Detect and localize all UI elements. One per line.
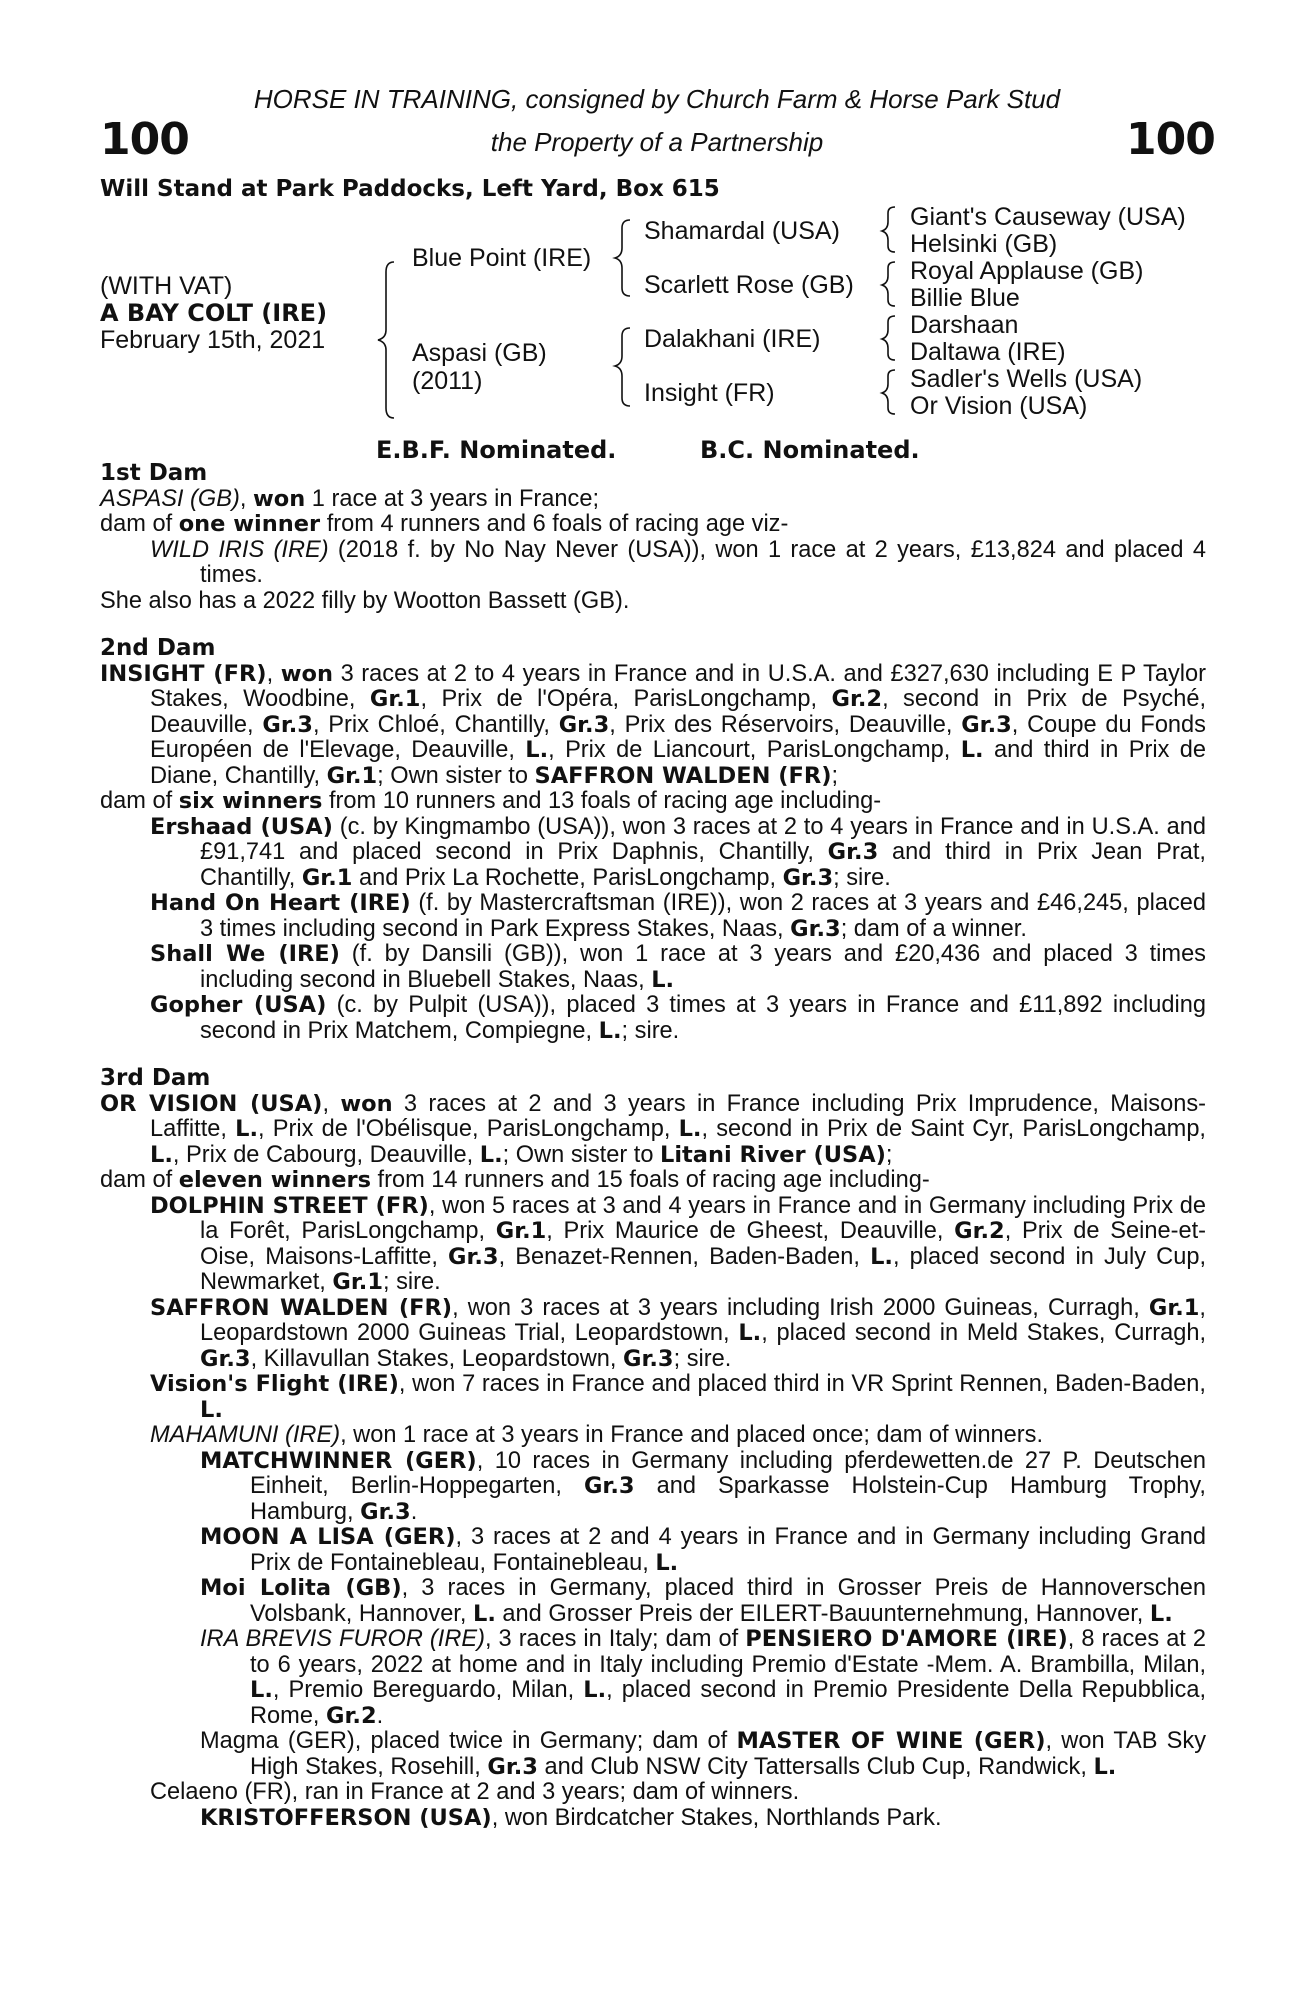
bold-run: SAFFRON WALDEN (FR) — [150, 1294, 453, 1321]
bold-run: Litani River (USA) — [660, 1141, 886, 1168]
bold-run: won — [340, 1090, 393, 1117]
third-dam-grand-4 — [100, 1627, 1206, 1729]
text-run: ; dam of a winner. — [840, 915, 1027, 942]
horse-name: A BAY COLT (IRE) — [100, 299, 328, 327]
second-dam-produce-3 — [100, 942, 1206, 993]
text-run: , won 1 race at 3 years in France and placed once; dam of winners. — [340, 1422, 1044, 1448]
text-run: . — [376, 1702, 384, 1729]
ebf-nomination: E.B.F. Nominated. — [376, 436, 617, 464]
first-dam-heading: 1st Dam — [100, 460, 208, 486]
bold-run: six winners — [178, 788, 323, 814]
text-run: , 8 races at 2 to 6 years, 2022 at home and in Italy including Premio d'Estate -Mem. A. Brambilla, Milan, — [250, 1626, 1207, 1678]
third-dam-produce-1 — [100, 1194, 1206, 1296]
bold-run: MOON A LISA (GER) — [200, 1524, 456, 1550]
text-run: Magma (GER), placed twice in Germany; dam of — [200, 1728, 737, 1754]
text-run: , won Birdcatcher Stakes, Northlands Park. — [491, 1804, 942, 1831]
text-run: dam of — [100, 1167, 179, 1193]
gen3-2: Helsinki (GB) — [910, 230, 1058, 258]
text-run: from 14 runners and 15 foals of racing age including- — [370, 1167, 930, 1193]
bold-run: Hand On Heart (IRE) — [150, 890, 411, 916]
bold-run: SAFFRON WALDEN (FR) — [534, 762, 832, 789]
italic-run: ASPASI (GB) — [100, 485, 240, 512]
text-run: ; sire. — [621, 1017, 680, 1044]
vat-note: (WITH VAT) — [100, 272, 233, 300]
bold-run: Gr.2 — [954, 1218, 1005, 1244]
text-run: ; — [831, 762, 839, 789]
text-run: , second in Prix de Psyché, Deauville, — [150, 686, 1206, 738]
bold-run: L. — [598, 1017, 622, 1044]
bold-run: L. — [150, 1141, 173, 1168]
third-dam-grand-6 — [100, 1806, 1206, 1832]
dam-dam: Insight (FR) — [644, 379, 775, 407]
text-run: , Benazet-Rennen, Baden-Baden, — [498, 1243, 871, 1270]
text-run: , 10 races in Germany including pferdewetten.de 27 P. Deutschen Einheit, Berlin-Hoppegarten, — [250, 1447, 1207, 1499]
brace-gen1 — [378, 262, 394, 418]
text-run: , — [266, 660, 281, 687]
bold-run: OR VISION (USA) — [100, 1090, 323, 1117]
second-dam-produce-2 — [100, 891, 1206, 942]
bold-run: won — [252, 485, 306, 512]
italic-run: MAHAMUNI (IRE) — [150, 1422, 341, 1448]
text-run: (c. by Kingmambo (USA)), won 3 races at 2 to 4 years in France and in U.S.A. and £91,741 and placed second in Prix Daphnis, Chantilly, — [200, 813, 1207, 865]
bold-run: L. — [870, 1243, 893, 1270]
text-run: , Prix Maurice de Gheest, Deauville, — [546, 1218, 955, 1244]
third-dam-produce-3 — [100, 1372, 1206, 1423]
bold-run: L. — [235, 1116, 259, 1142]
bold-run: L. — [583, 1677, 607, 1703]
italic-run: IRA BREVIS FUROR (IRE) — [200, 1626, 485, 1652]
text-run: and Club NSW City Tattersalls Club Cup, Randwick, — [537, 1753, 1094, 1780]
brace-g1 — [882, 207, 895, 252]
bold-run: Gr.3 — [961, 711, 1012, 738]
text-run: , — [239, 485, 253, 512]
text-run: ; Own sister to — [377, 762, 535, 789]
text-run: dam of — [100, 788, 179, 814]
text-run: , Killavullan Stakes, Leopardstown, — [250, 1345, 624, 1372]
bold-run: Gr.3 — [623, 1345, 674, 1372]
brace-g4 — [882, 370, 895, 414]
text-run: dam of — [100, 511, 179, 537]
text-run: , 3 races at 2 and 4 years in France and in Germany including Grand Prix de Fontainebleau, Fontainebleau, — [250, 1524, 1207, 1576]
bold-run: one winner — [178, 511, 321, 537]
bold-run: Gr.3 — [448, 1243, 499, 1270]
bold-run: L. — [678, 1116, 702, 1142]
text-run: and Grosser Preis der EILERT-Bauunternehmung, Hannover, — [495, 1600, 1150, 1627]
text-run: , 3 races in Italy; dam of — [484, 1626, 746, 1652]
bold-run: Gopher (USA) — [150, 992, 327, 1018]
text-run: , Prix de Seine-et-Oise, Maisons-Laffitte, — [200, 1218, 1206, 1270]
text-run: Celaeno (FR), ran in France at 2 and 3 years; dam of winners. — [150, 1779, 800, 1805]
text-run: from 4 runners and 6 foals of racing age viz- — [320, 511, 789, 537]
bold-run: L. — [525, 737, 549, 763]
text-run: and third in Prix de Diane, Chantilly, — [150, 737, 1206, 789]
bold-run: Gr.1 — [495, 1218, 547, 1244]
dam: Aspasi (GB) — [412, 339, 547, 367]
bold-run: L. — [651, 966, 675, 993]
text-run: , placed second in Meld Stakes, Curragh, — [761, 1320, 1206, 1346]
stand-location: Will Stand at Park Paddocks, Left Yard, Box 615 — [100, 176, 720, 202]
sire-dam: Scarlett Rose (GB) — [644, 271, 854, 299]
text-run: , won 3 races at 3 years including Irish 2000 Guineas, Curragh, — [452, 1294, 1149, 1321]
text-run: She also has a 2022 filly by Wootton Bassett (GB). — [100, 587, 630, 614]
bold-run: Gr.3 — [487, 1753, 538, 1780]
bold-run: MASTER OF WINE (GER) — [736, 1728, 1046, 1754]
second-dam-para — [100, 662, 1206, 790]
third-dam-produce-4 — [100, 1423, 1206, 1449]
text-run: , won TAB Sky High Stakes, Rosehill, — [250, 1728, 1206, 1780]
text-run: and third in Prix Jean Prat, Chantilly, — [200, 839, 1206, 891]
dam-year: (2011) — [412, 367, 483, 395]
bold-run: L. — [472, 1600, 496, 1627]
bold-run: PENSIERO D'AMORE (IRE) — [745, 1626, 1068, 1652]
bold-run: Gr.3 — [782, 864, 834, 891]
third-dam-grand-1 — [100, 1449, 1206, 1526]
pedigree-body — [100, 461, 1206, 1831]
bold-run: Moi Lolita (GB) — [200, 1575, 402, 1601]
bold-run: Gr.1 — [1148, 1294, 1200, 1321]
brace-sire — [615, 220, 630, 296]
text-run: , Prix Chloé, Chantilly, — [312, 711, 559, 738]
second-dam-produce-4 — [100, 993, 1206, 1044]
text-run: , Prix de l'Opéra, ParisLongchamp, — [420, 686, 832, 712]
text-run: 1 race at 3 years in France; — [305, 485, 599, 512]
third-dam-grand-5 — [100, 1729, 1206, 1780]
text-run: , Prix de Liancourt, ParisLongchamp, — [548, 737, 961, 763]
text-run: , placed second in July Cup, Newmarket, — [200, 1243, 1206, 1295]
text-run: and Prix La Rochette, ParisLongchamp, — [352, 864, 783, 891]
brace-g2 — [882, 262, 895, 306]
text-run: , — [322, 1090, 341, 1117]
text-run: (c. by Pulpit (USA)), placed 3 times at 3 years in France and £11,892 including second in Prix Matchem, Compiegne, — [200, 992, 1206, 1044]
text-run: , Leopardstown 2000 Guineas Trial, Leopardstown, — [200, 1294, 1206, 1346]
text-run: , won 7 races in France and placed third in VR Sprint Rennen, Baden-Baden, — [398, 1371, 1206, 1397]
bold-run: Gr.2 — [326, 1702, 377, 1729]
bold-run: DOLPHIN STREET (FR) — [150, 1192, 429, 1219]
text-run: (f. by Mastercraftsman (IRE)), won 2 races at 3 years and £46,245, placed 3 times including second in Park Express Stakes, Naas, — [200, 890, 1206, 942]
bold-run: Ershaad (USA) — [150, 813, 333, 840]
third-dam-heading: 3rd Dam — [100, 1065, 211, 1091]
gen3-6: Daltawa (IRE) — [910, 338, 1066, 366]
bold-run: MATCHWINNER (GER) — [200, 1447, 477, 1474]
bold-run: won — [280, 660, 333, 687]
bold-run: Gr.1 — [369, 686, 421, 712]
text-run: , 3 races in Germany, placed third in Grosser Preis de Hannoverschen Volsbank, Hannover, — [250, 1575, 1206, 1627]
third-dam-grand-2 — [100, 1525, 1206, 1576]
text-run: 3 races at 2 and 3 years in France including Prix Imprudence, Maisons-Laffitte, — [150, 1090, 1206, 1142]
text-run: , placed second in Premio Presidente Della Repubblica, Rome, — [250, 1677, 1206, 1729]
bold-run: Gr.3 — [558, 711, 610, 738]
third-dam-produce-intro — [100, 1168, 1206, 1194]
text-run: ; sire. — [673, 1345, 732, 1372]
third-dam-para — [100, 1092, 1206, 1169]
gen3-7: Sadler's Wells (USA) — [910, 365, 1143, 393]
bold-run: INSIGHT (FR) — [100, 660, 267, 687]
text-run: and Sparkasse Holstein-Cup Hamburg Trophy, Hamburg, — [250, 1473, 1206, 1525]
bold-run: Gr.1 — [326, 762, 378, 789]
bold-run: L. — [479, 1141, 503, 1168]
bold-run: Shall We (IRE) — [150, 941, 340, 967]
first-dam-note — [100, 589, 1206, 615]
text-run: ; sire. — [833, 864, 891, 891]
brace-g3 — [882, 316, 895, 360]
third-dam-produce-5 — [100, 1780, 1206, 1806]
bc-nomination: B.C. Nominated. — [700, 436, 920, 464]
bold-run: Gr.3 — [200, 1345, 251, 1372]
text-run: , Coupe du Fonds Européen de l'Elevage, Deauville, — [150, 711, 1206, 763]
text-run: ; Own sister to — [502, 1141, 660, 1168]
third-dam-produce-2 — [100, 1296, 1206, 1373]
text-run: , Prix de Cabourg, Deauville, — [172, 1141, 480, 1168]
bold-run: Gr.1 — [301, 864, 353, 891]
bold-run: L. — [738, 1320, 762, 1346]
sire: Blue Point (IRE) — [412, 244, 592, 272]
bold-run: L. — [655, 1549, 679, 1576]
bold-run: Gr.2 — [831, 686, 883, 712]
text-run: , won 5 races at 3 and 4 years in France and in Germany including Prix de la Forêt, ParisLongchamp, — [200, 1192, 1206, 1244]
text-run: ; sire. — [382, 1269, 441, 1295]
gen3-4: Billie Blue — [910, 284, 1020, 312]
lot-number-left: 100 — [100, 114, 189, 165]
bold-run: eleven winners — [178, 1167, 371, 1193]
first-dam-produce-1 — [100, 538, 1206, 589]
text-run: from 10 runners and 13 foals of racing age including- — [322, 788, 882, 814]
sire-sire: Shamardal (USA) — [644, 217, 840, 245]
brace-dam — [615, 328, 630, 406]
second-dam-heading: 2nd Dam — [100, 635, 216, 661]
dam-sire: Dalakhani (IRE) — [644, 325, 821, 353]
gen3-3: Royal Applause (GB) — [910, 257, 1144, 285]
text-run: 3 races at 2 to 4 years in France and in U.S.A. and £327,630 including E P Taylor Stakes, Woodbine, — [150, 660, 1206, 712]
italic-run: WILD IRIS (IRE) — [150, 536, 329, 563]
property-line: the Property of a Partnership — [490, 127, 824, 157]
bold-run: Gr.3 — [583, 1473, 635, 1499]
text-run: , second in Prix de Saint Cyr, ParisLongchamp, — [701, 1116, 1206, 1142]
consignor-line: HORSE IN TRAINING, consigned by Church Farm & Horse Park Stud — [253, 84, 1061, 114]
third-dam-grand-3 — [100, 1576, 1206, 1627]
bold-run: Gr.3 — [262, 711, 313, 738]
text-run: ; — [885, 1141, 893, 1168]
lot-number-right: 100 — [1126, 114, 1215, 165]
gen3-5: Darshaan — [910, 311, 1019, 339]
gen3-1: Giant's Causeway (USA) — [910, 203, 1186, 231]
foaling-date: February 15th, 2021 — [100, 326, 326, 354]
bold-run: Gr.3 — [790, 915, 841, 942]
text-run: (f. by Dansili (GB)), won 1 race at 3 years and £20,436 and placed 3 times including second in Bluebell Stakes, Naas, — [200, 941, 1206, 993]
bold-run: L. — [250, 1677, 273, 1703]
second-dam-produce-intro — [100, 789, 1206, 815]
bold-run: Gr.3 — [360, 1498, 411, 1525]
bold-run: Gr.1 — [332, 1269, 383, 1295]
first-dam-produce-intro — [100, 512, 1206, 538]
second-dam-produce-1 — [100, 815, 1206, 892]
text-run: . — [410, 1498, 418, 1525]
text-run: , Premio Bereguardo, Milan, — [272, 1677, 584, 1703]
bold-run: KRISTOFFERSON (USA) — [200, 1804, 492, 1831]
bold-run: L. — [1149, 1600, 1173, 1627]
text-run: , Prix de l'Obélisque, ParisLongchamp, — [258, 1116, 679, 1142]
gen3-8: Or Vision (USA) — [910, 392, 1088, 420]
bold-run: L. — [960, 737, 984, 763]
bold-run: L. — [200, 1396, 223, 1423]
text-run: (2018 f. by No Nay Never (USA)), won 1 race at 2 years, £13,824 and placed 4 times. — [200, 536, 1206, 588]
first-dam-para — [100, 487, 1206, 513]
bold-run: Gr.3 — [827, 839, 879, 865]
bold-run: L. — [1093, 1753, 1117, 1780]
bold-run: Vision's Flight (IRE) — [150, 1371, 399, 1397]
text-run: , Prix des Réservoirs, Deauville, — [609, 711, 962, 738]
